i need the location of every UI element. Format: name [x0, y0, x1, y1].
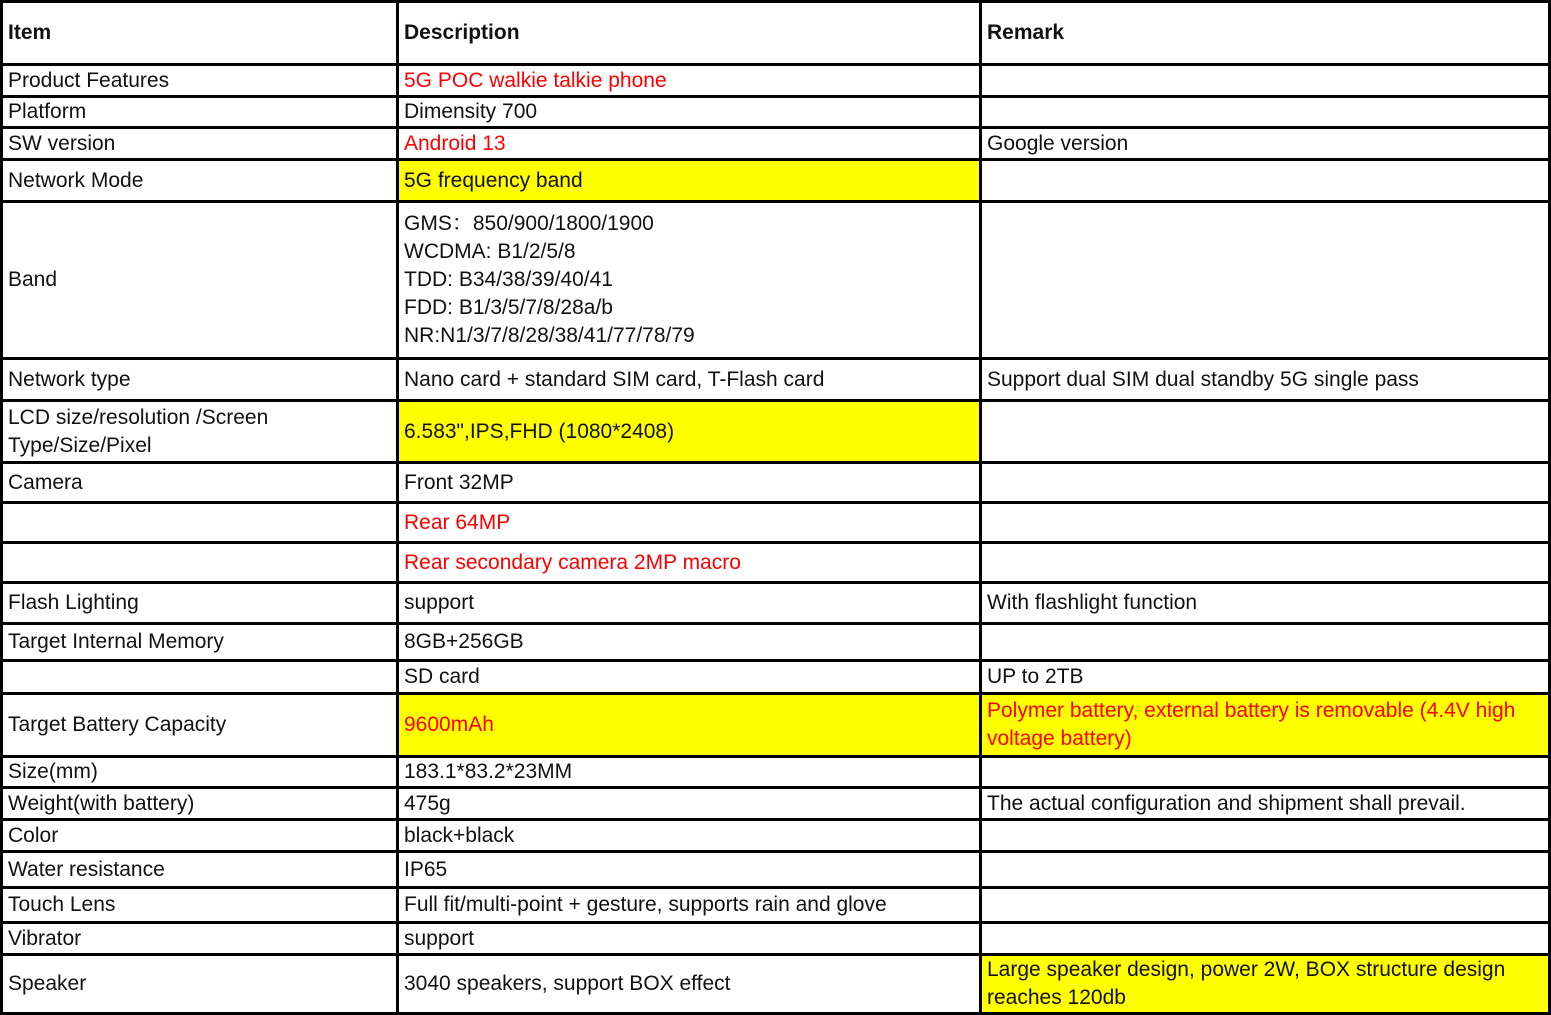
cell-remark: Google version [982, 129, 1551, 161]
cell-description: Front 32MP [399, 464, 982, 504]
cell-description: 5G frequency band [399, 161, 982, 203]
cell-description: Android 13 [399, 129, 982, 161]
cell-item: Water resistance [0, 853, 399, 889]
cell-description: Dimensity 700 [399, 98, 982, 129]
cell-item: Network type [0, 360, 399, 402]
cell-item: Color [0, 821, 399, 853]
cell-description: Rear secondary camera 2MP macro [399, 544, 982, 584]
band-line: TDD: B34/38/39/40/41 [404, 268, 613, 291]
cell-item: LCD size/resolution /Screen Type/Size/Pixel [0, 402, 399, 464]
cell-item: Camera [0, 464, 399, 504]
cell-description-band [399, 203, 982, 360]
cell-remark [982, 625, 1551, 662]
cell-description: Nano card + standard SIM card, T-Flash card [399, 360, 982, 402]
cell-remark [982, 924, 1551, 956]
cell-remark: Polymer battery, external battery is removable (4.4V high voltage battery) [982, 695, 1551, 758]
cell-remark [982, 544, 1551, 584]
cell-item: Network Mode [0, 161, 399, 203]
cell-item: Target Internal Memory [0, 625, 399, 662]
cell-remark [982, 66, 1551, 98]
cell-item: Size(mm) [0, 758, 399, 789]
cell-item: Platform [0, 98, 399, 129]
cell-description: 3040 speakers, support BOX effect [399, 956, 982, 1015]
cell-remark: Support dual SIM dual standby 5G single pass [982, 360, 1551, 402]
cell-description: Rear 64MP [399, 504, 982, 544]
cell-item: Speaker [0, 956, 399, 1015]
cell-description: IP65 [399, 853, 982, 889]
cell-remark: Large speaker design, power 2W, BOX structure design reaches 120db [982, 956, 1551, 1015]
cell-item: Flash Lighting [0, 584, 399, 625]
cell-remark [982, 464, 1551, 504]
cell-remark [982, 504, 1551, 544]
band-line: FDD: B1/3/5/7/8/28a/b [404, 296, 613, 319]
cell-remark [982, 161, 1551, 203]
header-remark: Remark [982, 0, 1551, 66]
cell-remark [982, 889, 1551, 924]
cell-remark: UP to 2TB [982, 662, 1551, 695]
cell-remark [982, 98, 1551, 129]
cell-description: black+black [399, 821, 982, 853]
cell-item: Vibrator [0, 924, 399, 956]
cell-remark [982, 821, 1551, 853]
cell-description: 183.1*83.2*23MM [399, 758, 982, 789]
cell-item: Product Features [0, 66, 399, 98]
cell-description: 5G POC walkie talkie phone [399, 66, 982, 98]
cell-remark [982, 402, 1551, 464]
cell-description: 9600mAh [399, 695, 982, 758]
cell-item [0, 662, 399, 695]
band-line: NR:N1/3/7/8/28/38/41/77/78/79 [404, 324, 695, 347]
cell-description: 6.583",IPS,FHD (1080*2408) [399, 402, 982, 464]
cell-remark: With flashlight function [982, 584, 1551, 625]
cell-description: support [399, 924, 982, 956]
cell-remark: The actual configuration and shipment shall prevail. [982, 789, 1551, 821]
cell-item [0, 504, 399, 544]
cell-item: Target Battery Capacity [0, 695, 399, 758]
cell-item: Touch Lens [0, 889, 399, 924]
cell-description: 8GB+256GB [399, 625, 982, 662]
cell-item [0, 544, 399, 584]
cell-description: support [399, 584, 982, 625]
cell-remark [982, 203, 1551, 360]
cell-item: SW version [0, 129, 399, 161]
cell-remark [982, 758, 1551, 789]
band-line: WCDMA: B1/2/5/8 [404, 240, 576, 263]
header-description: Description [399, 0, 982, 66]
cell-item: Band [0, 203, 399, 360]
cell-item: Weight(with battery) [0, 789, 399, 821]
cell-description: SD card [399, 662, 982, 695]
band-line: GMS：850/900/1800/1900 [404, 212, 654, 235]
cell-description: 475g [399, 789, 982, 821]
header-item: Item [0, 0, 399, 66]
cell-remark [982, 853, 1551, 889]
cell-description: Full fit/multi-point + gesture, supports rain and glove [399, 889, 982, 924]
